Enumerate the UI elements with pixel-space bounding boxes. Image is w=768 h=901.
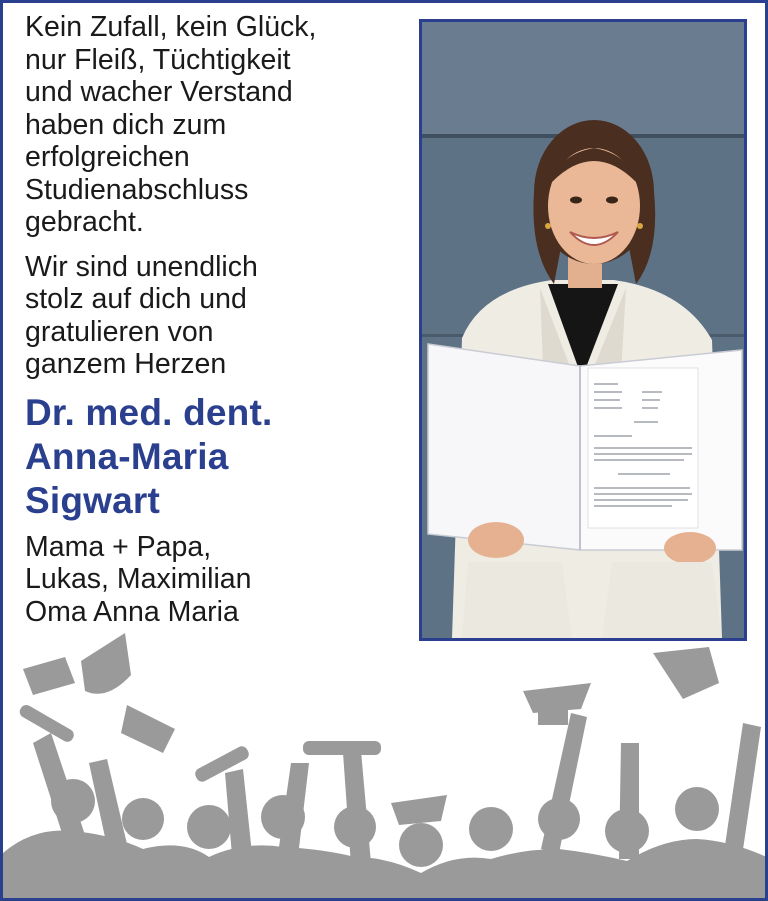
message-line: erfolgreichen xyxy=(25,141,190,173)
signer-line: Oma Anna Maria xyxy=(25,595,239,628)
text-column xyxy=(25,11,410,628)
message-line: stolz auf dich und xyxy=(25,283,247,315)
graduate-name-line: Dr. med. dent. xyxy=(25,391,273,433)
message-paragraph-1 xyxy=(25,11,410,239)
graduate-name xyxy=(25,391,410,523)
graduate-photo-icon xyxy=(422,22,744,638)
signer-line: Lukas, Maximilian xyxy=(25,563,252,595)
message-line: Studienabschluss xyxy=(25,173,249,206)
message-line: gratulieren von xyxy=(25,315,214,348)
message-line: ganzem Herzen xyxy=(25,348,227,380)
message-line: Wir sind unendlich xyxy=(25,250,258,283)
message-line: gebracht. xyxy=(25,206,144,238)
message-line: haben dich zum xyxy=(25,108,227,141)
graduate-name-line: Anna-Maria xyxy=(25,435,229,477)
message-paragraph-2 xyxy=(25,251,410,381)
graduation-crowd-icon xyxy=(3,613,768,901)
graduate-photo xyxy=(419,19,747,641)
graduate-name-line: Sigwart xyxy=(25,479,161,521)
signer-line: Mama + Papa, xyxy=(25,530,212,563)
message-line: und wacher Verstand xyxy=(25,76,293,108)
graduation-crowd-silhouette xyxy=(3,613,768,901)
message-line: Kein Zufall, kein Glück, xyxy=(25,11,317,43)
message-line: nur Fleiß, Tüchtigkeit xyxy=(25,43,291,76)
